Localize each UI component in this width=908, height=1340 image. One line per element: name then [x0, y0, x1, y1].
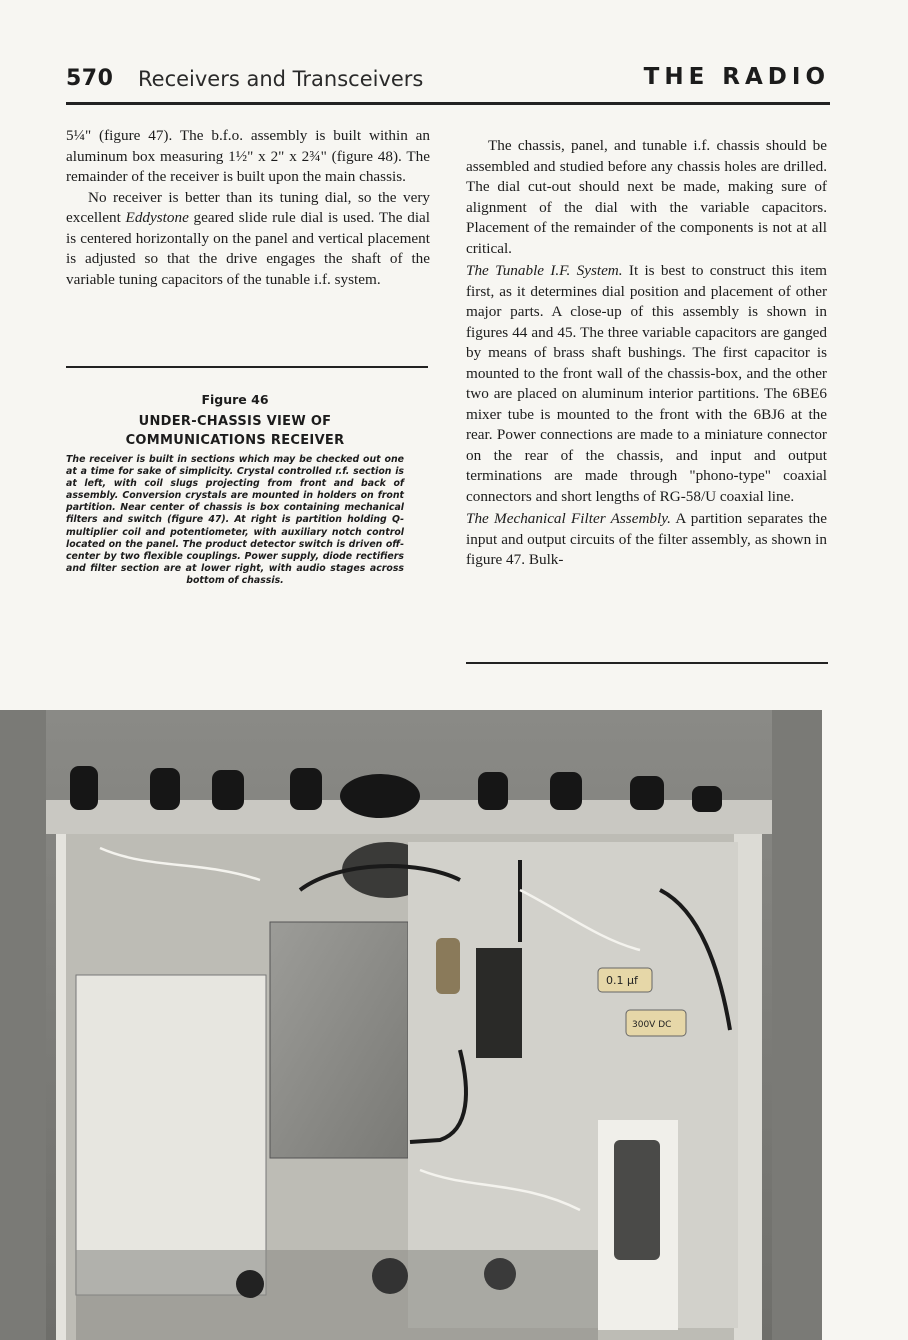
running-header — [66, 62, 830, 102]
knob — [692, 786, 722, 812]
partition-bracket — [476, 948, 522, 1058]
figure-caption — [66, 392, 404, 587]
rf-section-box — [76, 975, 266, 1295]
capacitor-label-2: 300V DC — [632, 1020, 672, 1030]
capacitor-label-1: 0.1 μf — [606, 974, 638, 987]
page-number: 570 — [66, 66, 114, 91]
left-paragraph-2-text: No receiver is better than its tuning dial, so the very excellent — [66, 188, 430, 226]
under-chassis-photo — [0, 710, 822, 1340]
figure-caption-body: The receiver is built in sections which may be checked out one at a time for sake of simplicity. Crystal controlled r.f. section is at left, with coil slugs projecting from front and back of assembly. Conversion crystals are mounted in holders on front partition. Near center of chassis is box containing mechanical filters and switch (figure 47). At right is partition holding Q-multiplier coil and potentiometer, with auxiliary notch control located on the panel. The product detector switch is driven off-center by two flexible couplings. Power supply, diode rectifiers and filter section are at lower right, with audio stages across bottom of chassis. — [66, 454, 404, 586]
audio-section — [76, 1250, 598, 1340]
figure-label: Figure 46 — [201, 392, 269, 407]
knob — [70, 766, 98, 810]
figure-title-line-1: UNDER-CHASSIS VIEW OF — [138, 414, 332, 429]
header-rule — [66, 102, 830, 105]
tube — [436, 938, 460, 994]
left-paragraph-1: 5¼" (figure 47). The b.f.o. assembly is built within an aluminum box measuring 1½" x 2" x 2¾" (figure 48). The remainder of the receiver is built upon the main chassis. — [66, 127, 430, 185]
caption-top-rule — [66, 366, 428, 368]
photo-right-edge — [772, 710, 822, 1340]
mechanical-filter-box — [270, 922, 408, 1158]
knob — [550, 772, 582, 810]
audio-tube-socket — [372, 1258, 408, 1294]
knob — [290, 768, 322, 810]
chassis-right-wall — [734, 834, 762, 1340]
dial-knob — [340, 774, 420, 818]
right-paragraph-2-text: It is best to construct this item first, as it determines dial position and placement of other major parts. A close-up of this assembly is shown in figures 44 and 45. The three variable capacitors are ganged by means of brass shaft bushings. The first capacitor is mounted to the front wall of the chassis-box, and the other two are placed on aluminum interior partitions. The 6BE6 mixer tube is mounted to the front with the 6BJ6 at the rear. Power connections are made to a miniature connector on the rear of the chassis, and input and output terminations are made through "phono-type" coaxial connectors and short lengths of RG-58/U coaxial line. — [466, 262, 827, 505]
tunable-if-heading: The Tunable I.F. System. — [466, 262, 623, 279]
audio-component — [236, 1270, 264, 1298]
knob — [212, 770, 244, 810]
section-title: Receivers and Transceivers — [138, 67, 424, 91]
right-paragraph-2 — [466, 261, 827, 507]
figure-title-line-2: COMMUNICATIONS RECEIVER — [125, 433, 345, 448]
knob — [150, 768, 180, 810]
left-paragraph-2 — [66, 188, 430, 291]
right-column-bottom-rule — [466, 662, 828, 664]
right-paragraph-3 — [466, 509, 827, 571]
left-paragraph-2-text-end: geared slide rule dial is used. The dial is centered horizontally on the panel and vertical placement is adjusted so that the drive engages the shaft of the variable tuning capacitors of the tunable i.f. system. — [66, 209, 431, 288]
audio-component — [484, 1258, 516, 1290]
photo-left-edge — [0, 710, 46, 1340]
left-column — [66, 126, 430, 290]
chassis-left-wall — [56, 834, 66, 1340]
eddystone-italic: Eddystone — [125, 209, 189, 226]
mechanical-filter-heading: The Mechanical Filter Assembly. — [466, 510, 671, 527]
filter-capacitor — [614, 1140, 660, 1260]
book-title: THE RADIO — [643, 64, 830, 90]
right-paragraph-3-text: A partition separates the input and output circuits of the filter assembly, as shown in figure 47. Bulk- — [466, 510, 827, 568]
knob — [478, 772, 508, 810]
right-column — [466, 136, 827, 571]
right-paragraph-1: The chassis, panel, and tunable i.f. chassis should be assembled and studied before any chassis holes are drilled. The dial cut-out should next be made, making sure of alignment of the dial with the variable capacitors. Placement of the remainder of the components is not at all critical. — [466, 137, 827, 257]
knob — [630, 776, 664, 810]
